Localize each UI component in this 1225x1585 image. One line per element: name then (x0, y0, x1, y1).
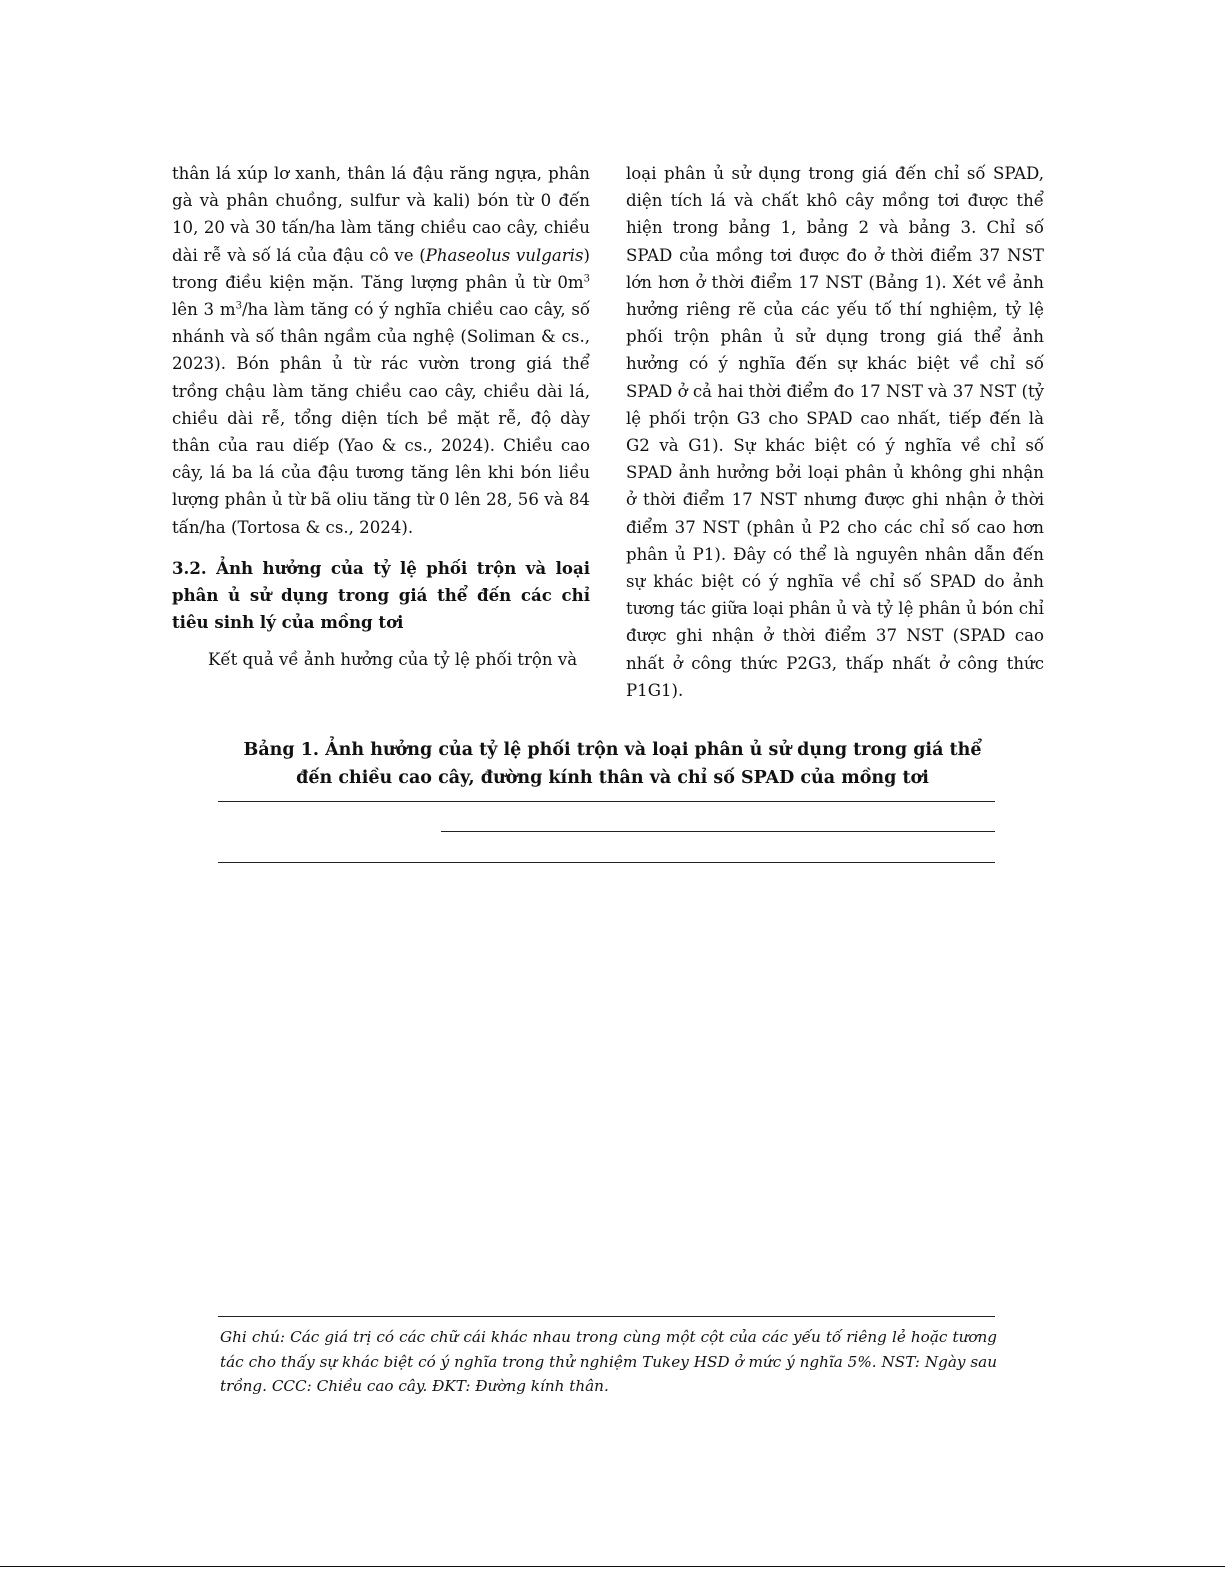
left-paragraph-2: Kết quả về ảnh hưởng của tỷ lệ phối trộn và (208, 650, 578, 670)
page-bottom-border (0, 1566, 1225, 1567)
right-column (626, 160, 1044, 704)
superscript: 3 (583, 273, 590, 285)
section-heading: 3.2. Ảnh hưởng của tỷ lệ phối trộn và loại phân ủ sử dụng trong giá thể đến các chỉ tiêu sinh lý của mồng tơi (172, 557, 590, 633)
table-header-sub-rule (441, 831, 995, 832)
table-bottom-rule (218, 1316, 995, 1317)
table-caption-line-1: Bảng 1. Ảnh hưởng của tỷ lệ phối trộn và loại phân ủ sử dụng trong giá thể (243, 740, 982, 760)
right-paragraph: loại phân ủ sử dụng trong giá đến chỉ số SPAD, diện tích lá và chất khô cây mồng tơi được thể hiện trong bảng 1, bảng 2 và bảng 3. Chỉ số SPAD của mồng tơi được đo ở thời điểm 37 NST lớn hơn ở thời điểm 17 NST (Bảng 1). Xét về ảnh hưởng riêng rẽ của các yếu tố thí nghiệm, tỷ lệ phối trộn phân ủ sử dụng trong giá thể ảnh hưởng có ý nghĩa đến sự khác biệt về chỉ số SPAD ở cả hai thời điểm đo 17 NST và 37 NST (tỷ lệ phối trộn G3 cho SPAD cao nhất, tiếp đến là G2 và G1). Sự khác biệt có ý nghĩa về chỉ số SPAD ảnh hưởng bởi loại phân ủ không ghi nhận ở thời điểm 17 NST nhưng được ghi nhận ở thời điểm 37 NST (phân ủ P2 cho các chỉ số cao hơn phân ủ P1). Đây có thể là nguyên nhân dẫn đến sự khác biệt có ý nghĩa về chỉ số SPAD do ảnh tương tác giữa loại phân ủ và tỷ lệ phân ủ bón chỉ được ghi nhận ở thời điểm 37 NST (SPAD cao nhất ở công thức P2G3, thấp nhất ở công thức P1G1). (626, 164, 1044, 700)
superscript: 3 (235, 300, 242, 312)
table-caption (200, 736, 1025, 792)
left-paragraph-1: thân lá xúp lơ xanh, thân lá đậu răng ngựa, phân gà và phân chuồng, sulfur và kali) bón từ 0 đến 10, 20 và 30 tấn/ha làm tăng chiều cao cây, chiều dài rễ và số lá của đậu cô ve (Phaseolus vulgaris) trong điều kiện mặn. Tăng lượng phân ủ từ $0m^3$ lên 3 $m^3/ha$ làm tăng có ý nghĩa chiều cao cây, số nhánh và số thân ngầm của nghệ (Soliman & cs., 2023). Bón phân ủ từ rác vườn trong giá thể trồng chậu làm tăng chiều cao cây, chiều dài lá, chiều dài rễ, tổng diện tích bề mặt rễ, độ dày thân của rau diếp (Yao & cs., 2024). Chiều cao cây, lá ba lá của đậu tương tăng lên khi bón liều lượng phân ủ từ bã oliu tăng từ 0 lên 28, 56 và 84 tấn/ha (Tortosa & cs., 2024). (172, 164, 591, 537)
table-caption-line-2: đến chiều cao cây, đường kính thân và chỉ số SPAD của mồng tơi (296, 768, 929, 788)
table-note: Ghi chú: Các giá trị có các chữ cái khác nhau trong cùng một cột của các yếu tố riêng lẻ hoặc tương tác cho thấy sự khác biệt có ý nghĩa trong thử nghiệm Tukey HSD ở mức ý nghĩa 5%. NST: Ngày sau trồng. CCC: Chiều cao cây. ĐKT: Đường kính thân. (220, 1328, 997, 1395)
left-column (172, 160, 590, 674)
table-header-bottom-rule (218, 862, 995, 863)
species-name: Phaseolus vulgaris (425, 245, 584, 265)
table-top-rule (218, 801, 995, 802)
